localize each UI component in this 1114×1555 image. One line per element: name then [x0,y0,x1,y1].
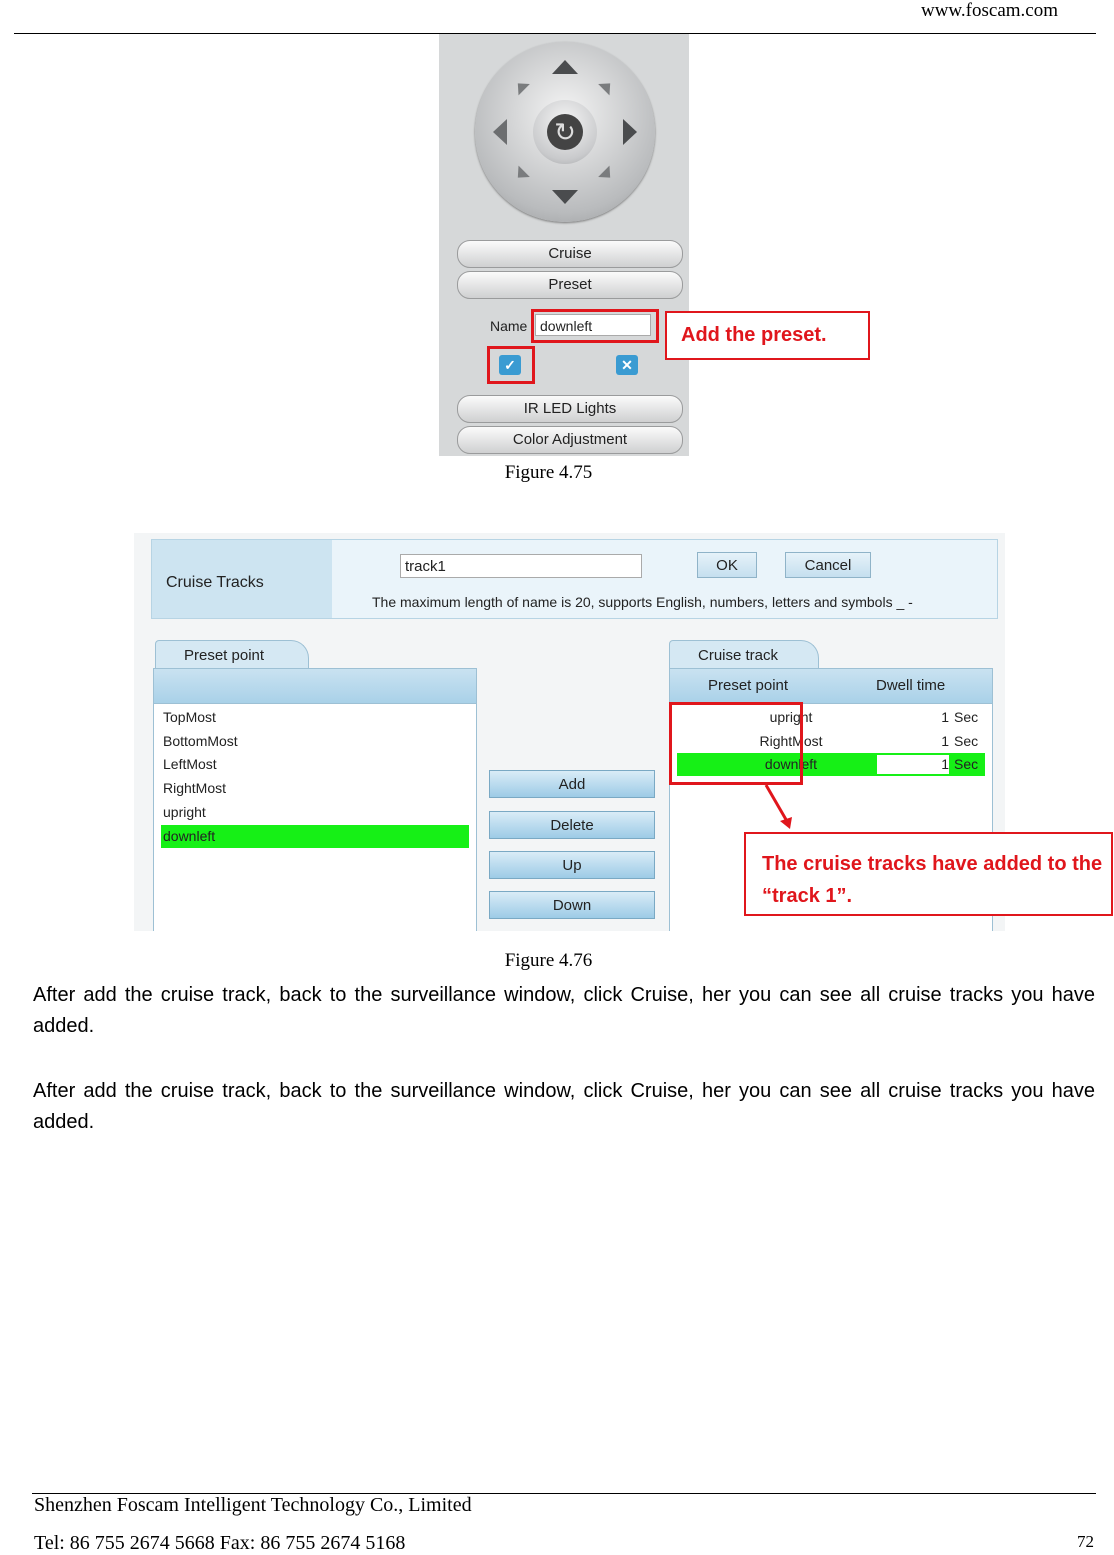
callout-arrow [754,781,794,831]
body-paragraph: After add the cruise track, back to the surveillance window, click Cruise, her you can see all cruise tracks you have added. [33,984,1095,1037]
list-item-selected[interactable]: downleft [161,825,469,848]
cruise-tracks-title: Cruise Tracks [166,574,264,591]
figure-4-76-caption: Figure 4.76 [504,950,593,971]
ptz-left-arrow-icon[interactable] [493,119,507,145]
footer-contact: Tel: 86 755 2674 5668 Fax: 86 755 2674 5168 [34,1532,406,1554]
track-dwell: 1 [941,709,949,725]
track-point: upright [769,709,813,725]
ptz-up-right-arrow-icon[interactable] [598,78,616,96]
figure-4-75-caption: Figure 4.75 [504,462,593,483]
body-paragraph: After add the cruise track, back to the surveillance window, click Cruise, her you can see all cruise tracks you have added. [33,1080,1095,1133]
cancel-x-icon[interactable]: ✕ [616,355,638,375]
rotate-icon: ↻ [547,114,583,150]
ir-led-lights-button[interactable]: IR LED Lights [457,395,683,423]
ptz-right-arrow-icon[interactable] [623,119,637,145]
down-button[interactable]: Down [489,891,655,919]
add-button[interactable]: Add [489,770,655,798]
preset-name-label: Name [490,318,528,334]
track-dwell-unit: Sec [954,709,979,725]
cancel-button[interactable]: Cancel [785,552,871,578]
ptz-down-left-arrow-icon[interactable] [512,166,530,184]
track-dwell-unit: Sec [954,733,979,749]
ptz-down-right-arrow-icon[interactable] [598,166,616,184]
cruise-tracks-header [151,539,998,619]
ok-button[interactable]: OK [697,552,757,578]
confirm-check-icon[interactable]: ✓ [499,355,521,375]
ptz-control-wheel[interactable] [475,42,655,222]
list-item[interactable]: RightMost [163,780,227,796]
track-point: RightMost [759,733,823,749]
preset-name-input[interactable]: downleft [535,314,651,336]
track-dwell-input[interactable]: 1 [877,755,949,774]
up-button[interactable]: Up [489,851,655,879]
tab-preset-point[interactable]: Preset point [155,640,309,670]
list-item[interactable]: TopMost [163,709,216,725]
track-name-input[interactable]: track1 [400,554,642,578]
add-preset-callout: Add the preset. [665,311,870,360]
track-dwell: 1 [941,733,949,749]
page-number: 72 [1077,1532,1094,1551]
delete-button[interactable]: Delete [489,811,655,839]
column-header-dwell-time: Dwell time [876,677,946,694]
cruise-tracks-label-cell [152,540,332,618]
confirm-highlight [487,346,535,384]
figure-4-75-ptz-panel [439,34,689,456]
preset-button[interactable]: Preset [457,271,683,299]
color-adjustment-button[interactable]: Color Adjustment [457,426,683,454]
cruise-button[interactable]: Cruise [457,240,683,268]
tab-cruise-track[interactable]: Cruise track [669,640,819,670]
track-point: downleft [764,756,818,772]
track-name-hint: The maximum length of name is 20, supports English, numbers, letters and symbols _ - [372,594,913,610]
footer-company: Shenzhen Foscam Intelligent Technology Co., Limited [34,1494,472,1516]
track-dwell-unit: Sec [954,756,979,772]
cruise-track-highlight [669,702,803,785]
cruise-track-callout: The cruise tracks have added to the “track 1”. [744,832,1113,916]
ptz-center-button[interactable] [533,100,597,164]
ptz-up-arrow-icon[interactable] [552,60,578,74]
name-input-highlight [531,309,659,343]
list-item[interactable]: BottomMost [163,733,238,749]
list-item[interactable]: LeftMost [163,756,217,772]
preset-point-header-bar [153,668,477,704]
ptz-up-left-arrow-icon[interactable] [512,78,530,96]
column-header-preset-point: Preset point [708,677,789,694]
ptz-down-arrow-icon[interactable] [552,190,578,204]
site-url: www.foscam.com [920,0,1058,21]
list-item[interactable]: upright [163,804,206,820]
